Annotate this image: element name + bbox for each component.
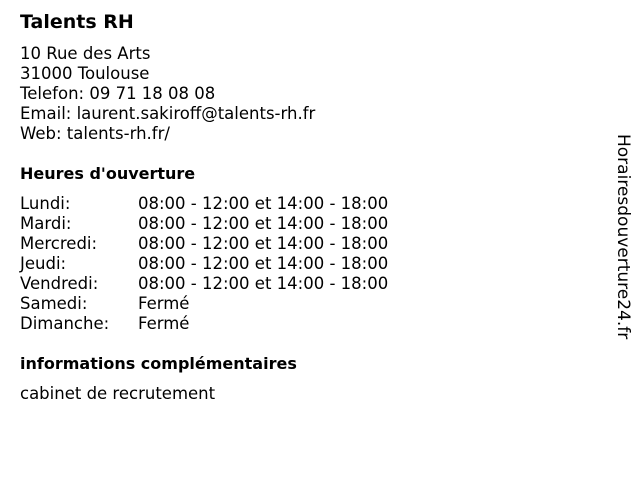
hours-row-sunday <box>20 314 388 334</box>
business-name: Talents RH <box>20 11 134 33</box>
hours-table <box>20 194 388 334</box>
day-label: Vendredi: <box>20 274 99 293</box>
address-street: 10 Rue des Arts <box>20 44 151 63</box>
day-label: Lundi: <box>20 194 71 213</box>
day-hours: 08:00 - 12:00 et 14:00 - 18:00 <box>138 234 389 253</box>
hours-row-tuesday <box>20 214 388 234</box>
day-hours: 08:00 - 12:00 et 14:00 - 18:00 <box>138 254 389 273</box>
day-label: Jeudi: <box>20 254 67 273</box>
day-hours: 08:00 - 12:00 et 14:00 - 18:00 <box>138 274 389 293</box>
day-label: Dimanche: <box>20 314 110 333</box>
hours-row-monday <box>20 194 388 214</box>
hours-heading: Heures d'ouverture <box>20 164 196 183</box>
address-city: 31000 Toulouse <box>20 64 150 83</box>
day-hours: Fermé <box>138 294 190 313</box>
day-hours: 08:00 - 12:00 et 14:00 - 18:00 <box>138 194 389 213</box>
day-label: Mardi: <box>20 214 72 233</box>
watermark-text: Horairesdouverture24.fr <box>613 134 633 340</box>
website: Web: talents-rh.fr/ <box>20 124 170 143</box>
hours-row-saturday <box>20 294 388 314</box>
phone-number: Telefon: 09 71 18 08 08 <box>20 84 216 103</box>
contact-block <box>20 44 315 144</box>
hours-row-thursday <box>20 254 388 274</box>
day-hours: Fermé <box>138 314 190 333</box>
email-address: Email: laurent.sakiroff@talents-rh.fr <box>20 104 316 123</box>
hours-row-friday <box>20 274 388 294</box>
watermark <box>612 134 634 344</box>
info-heading: informations complémentaires <box>20 354 297 373</box>
day-hours: 08:00 - 12:00 et 14:00 - 18:00 <box>138 214 389 233</box>
day-label: Samedi: <box>20 294 88 313</box>
hours-row-wednesday <box>20 234 388 254</box>
info-text: cabinet de recrutement <box>20 384 216 403</box>
day-label: Mercredi: <box>20 234 98 253</box>
